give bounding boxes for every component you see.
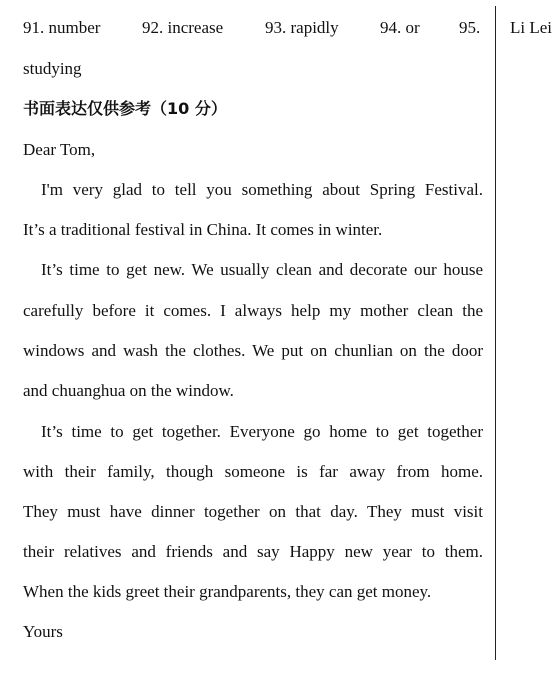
- letter-line-10: their relatives and friends and say Happy new year to them.: [23, 542, 483, 561]
- letter-line-9: They must have dinner together on that day. They must visit: [23, 502, 483, 521]
- answer-92: 92. increase: [142, 18, 224, 37]
- answer-95-continued: studying: [23, 59, 82, 78]
- letter-line-11: When the kids greet their grandparents, they can get money.: [23, 582, 432, 601]
- answer-94: 94. or: [380, 18, 420, 37]
- letter-greeting: Dear Tom,: [23, 140, 96, 159]
- letter-line-4: carefully before it comes. I always help my mother clean the: [23, 301, 483, 320]
- answer-row: [23, 16, 483, 40]
- letter-closing: Yours: [23, 622, 63, 641]
- letter-line-7: It’s time to get together. Everyone go home to get together: [41, 422, 483, 441]
- letter-line-1: I'm very glad to tell you something about Spring Festival.: [41, 180, 483, 199]
- section-heading: 书面表达仅供参考（10 分）: [23, 99, 227, 118]
- column-divider: [495, 6, 496, 660]
- answer-93: 93. rapidly: [265, 18, 339, 37]
- answer-95: 95.: [459, 18, 481, 37]
- letter-line-2: It’s a traditional festival in China. It comes in winter.: [23, 220, 383, 239]
- letter-line-8: with their family, though someone is far away from home.: [23, 462, 483, 481]
- letter-line-6: and chuanghua on the window.: [23, 381, 234, 400]
- answer-91: 91. number: [23, 18, 101, 37]
- side-column-name: Li Lei: [510, 18, 553, 37]
- letter-line-5: windows and wash the clothes. We put on chunlian on the door: [23, 341, 483, 360]
- letter-line-3: It’s time to get new. We usually clean and decorate our house: [41, 260, 483, 279]
